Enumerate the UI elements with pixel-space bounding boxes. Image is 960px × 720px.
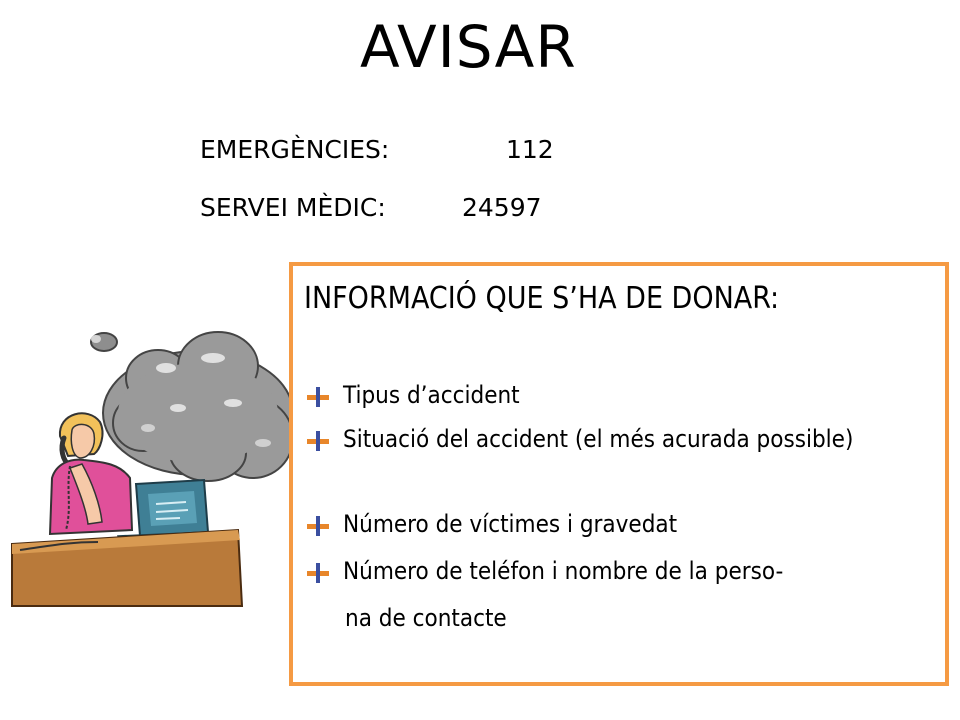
list-item bbox=[307, 555, 923, 588]
pushpin-bullet-icon bbox=[307, 562, 329, 584]
desk-icon bbox=[12, 530, 242, 606]
info-panel bbox=[289, 262, 949, 686]
pushpin-bullet-icon bbox=[307, 430, 329, 452]
thought-cloud-icon bbox=[103, 332, 293, 481]
emergency-contact bbox=[200, 135, 554, 164]
list-item-text: Situació del accident (el més acurada possible) bbox=[343, 425, 854, 453]
pushpin-bullet-icon bbox=[307, 386, 329, 408]
list-item bbox=[307, 508, 923, 541]
emergency-number: 112 bbox=[506, 135, 554, 164]
medical-number: 24597 bbox=[462, 193, 542, 222]
woman-on-phone-illustration bbox=[8, 318, 298, 608]
list-item-text: Número de víctimes i gravedat bbox=[343, 510, 678, 538]
medical-contact bbox=[200, 193, 542, 222]
pushpin-bullet-icon bbox=[307, 515, 329, 537]
slide-title: AVISAR bbox=[360, 13, 577, 81]
list-item-text: Tipus d’accident bbox=[343, 381, 520, 409]
list-item bbox=[307, 379, 923, 412]
list-item bbox=[307, 423, 923, 456]
list-item-continuation: na de contacte bbox=[345, 604, 507, 632]
info-heading: INFORMACIÓ QUE S’HA DE DONAR: bbox=[304, 281, 780, 316]
medical-label: SERVEI MÈDIC: bbox=[200, 193, 386, 222]
small-cloud-icon bbox=[91, 333, 117, 351]
emergency-label: EMERGÈNCIES: bbox=[200, 135, 390, 164]
list-item-text: Número de teléfon i nombre de la perso- bbox=[343, 557, 784, 585]
